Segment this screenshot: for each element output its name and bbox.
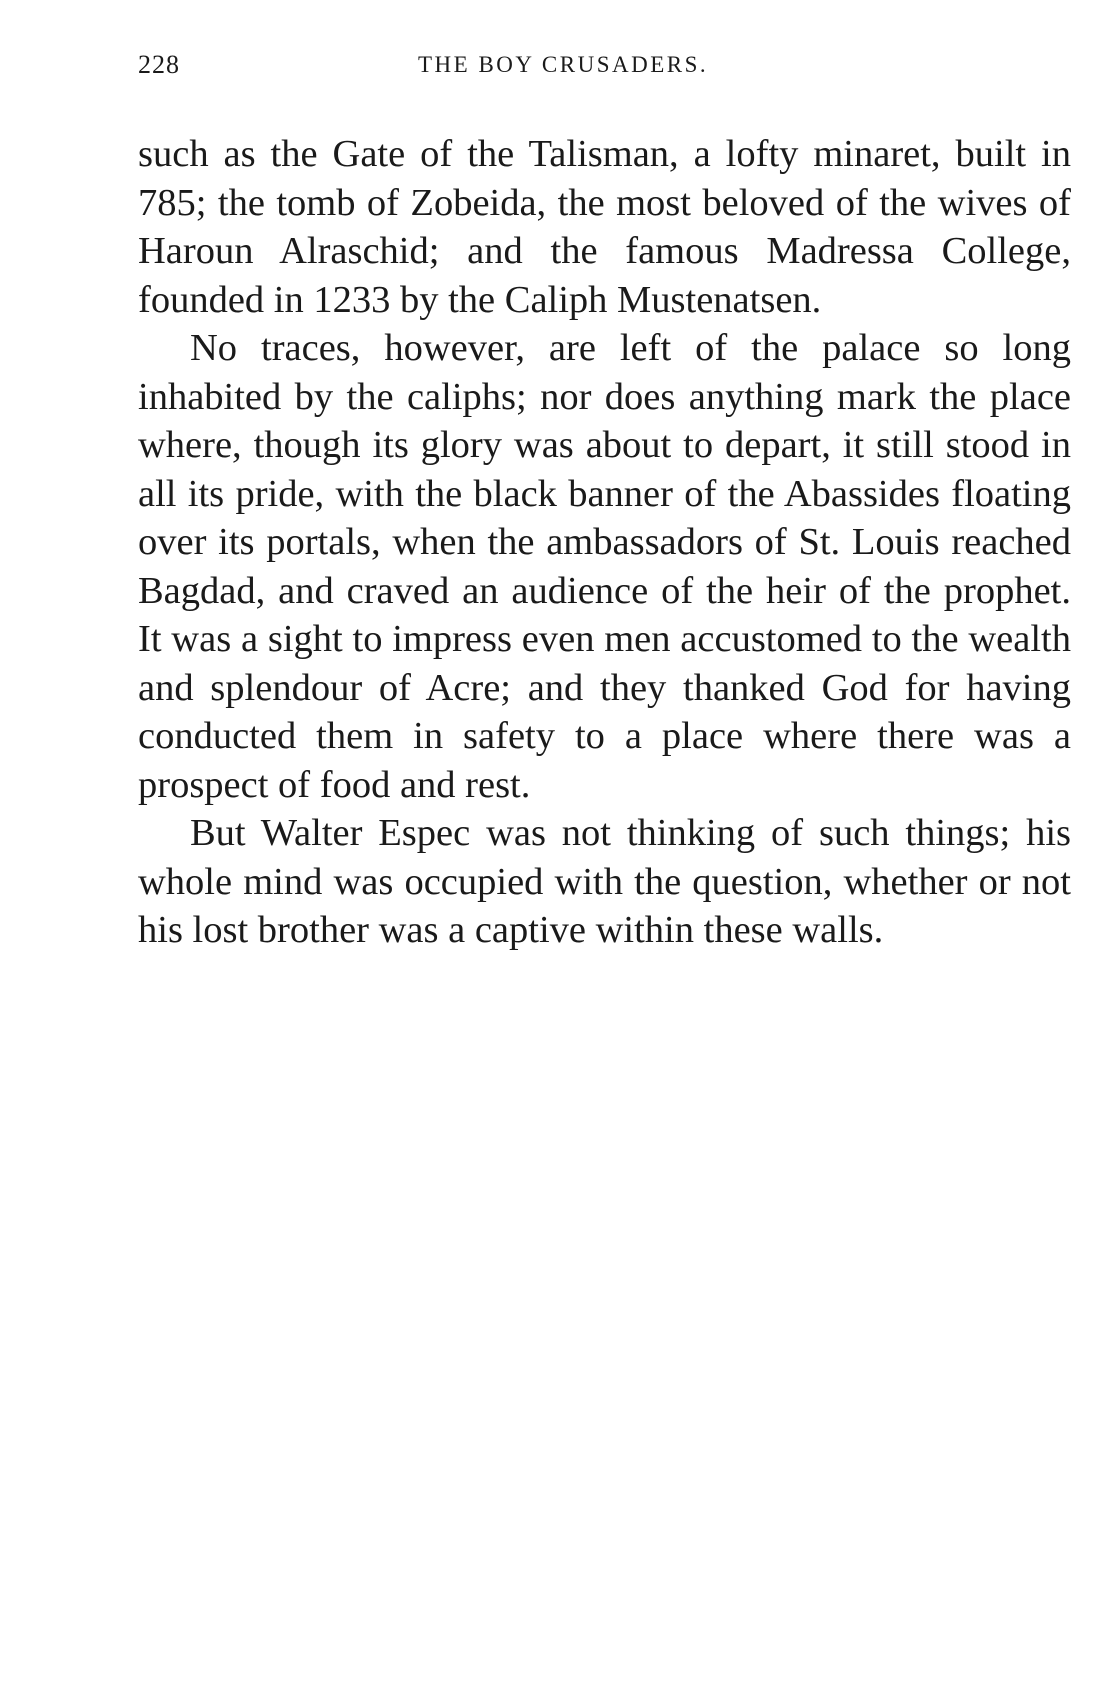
body-text xyxy=(138,130,1071,955)
paragraph-2: No traces, however, are left of the palace so long inhabited by the caliphs; nor does anything mark the place where, though its glory was about to depart, it still stood in all its pride, with the black banner of the Abassides floating over its portals, when the ambassadors of St. Louis reached Bagdad, and craved an audience of the heir of the prophet. It was a sight to impress even men accustomed to the wealth and splendour of Acre; and they thanked God for having conducted them in safety to a place where there was a prospect of food and rest. xyxy=(138,327,1071,806)
paragraph-1: such as the Gate of the Talisman, a lofty minaret, built in 785; the tomb of Zobeida, the most beloved of the wives of Haroun Alraschid; and the famous Madressa College, founded in 1233 by the Caliph Mustenatsen. xyxy=(138,133,1071,321)
running-title: THE BOY CRUSADERS. xyxy=(418,52,709,77)
page-number: 228 xyxy=(138,50,180,79)
running-header xyxy=(138,50,958,80)
paragraph-3: But Walter Espec was not thinking of such things; his whole mind was occupied with the question, whether or not his lost brother was a captive within these walls. xyxy=(138,812,1071,951)
